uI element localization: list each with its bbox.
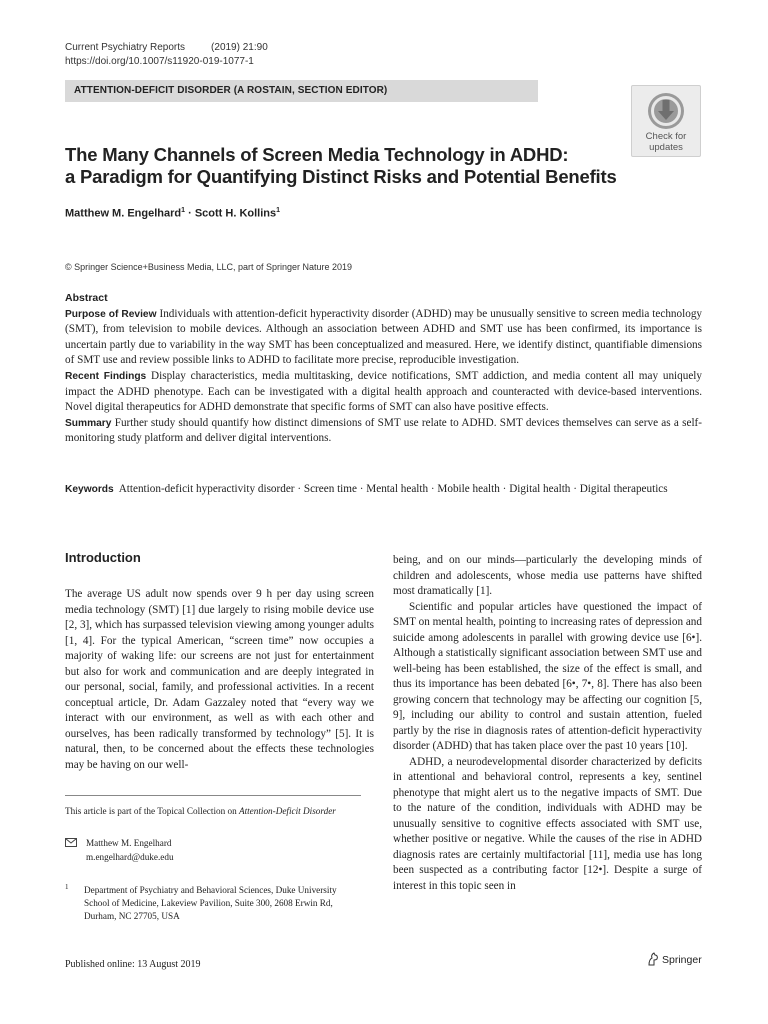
check-for-updates-badge[interactable] — [631, 85, 701, 157]
affiliation-line-3: Durham, NC 27705, USA — [84, 911, 180, 921]
findings-text: Display characteristics, media multitasking, device notifications, SMT addiction, and media content all may uniquely impact the ADHD phenotype. Each can be investigated with a digital health approach and counteracted with device-based interventions. Novel digital therapeutics for ADHD demonstrate that specific forms of SMT can also have positive effects. — [65, 369, 703, 414]
intro-paragraph-2: being, and on our minds—particularly the developing minds of children and adolescents, whose media use patterns have shifted most dramatically [1]. — [393, 554, 702, 597]
journal-name: Current Psychiatry Reports — [65, 42, 186, 53]
badge-label-1: Check for — [645, 131, 687, 142]
abstract-purpose — [65, 307, 702, 369]
abstract-summary — [65, 416, 702, 447]
journal-header — [65, 42, 268, 53]
footnote-divider — [65, 795, 361, 796]
section-label: ATTENTION-DEFICIT DISORDER (A ROSTAIN, SECTION EDITOR) — [65, 80, 538, 102]
author-1[interactable]: Matthew M. Engelhard — [65, 207, 182, 220]
intro-left-column — [65, 587, 374, 773]
affiliation-line-1: Department of Psychiatry and Behavioral Sciences, Duke University — [84, 885, 337, 895]
abstract-section — [65, 291, 702, 447]
publisher-logo — [647, 952, 702, 966]
contact-name: Matthew M. Engelhard — [86, 838, 172, 848]
summary-label: Summary — [65, 417, 112, 429]
introduction-heading: Introduction — [65, 550, 141, 565]
doi-link[interactable]: https://doi.org/10.1007/s11920-019-1077-1 — [65, 56, 254, 67]
affiliation-line-2: School of Medicine, Lakeview Pavilion, Suite 300, 2608 Erwin Rd, — [84, 898, 333, 908]
published-date: Published online: 13 August 2019 — [65, 959, 201, 970]
intro-paragraph-3: Scientific and popular articles have questioned the impact of SMT on mental health, pointing to increasing rates of depression and suicide among adolescents in parallel with growing device use [6•]. Although a statistically significant association between SMT use and well-being has been established, the size of the effect is small, and thus its importance has been debated [6•, 7•, 8]. There has also been growing concern that technology may be affecting our cognition [5, 9], including our ability to control and sustain attention, fueled partly by the rise in diagnosis rates of attention-deficit hyperactivity disorder (ADHD) that has taken place over the past 10 years [10]. — [393, 600, 702, 752]
findings-label: Recent Findings — [65, 370, 147, 382]
journal-volume: (2019) 21:90 — [211, 42, 268, 53]
affiliation-mark: 1 — [65, 883, 69, 891]
keywords-text: Attention-deficit hyperactivity disorder · Screen time · Mental health · Mobile health · Digital health · Digital therapeutics — [118, 483, 668, 495]
affiliation-block — [65, 884, 375, 923]
badge-label-2: updates — [649, 142, 683, 153]
purpose-label: Purpose of Review — [65, 308, 157, 320]
abstract-heading: Abstract — [65, 292, 108, 304]
topical-collection-note — [65, 806, 336, 816]
publisher-name: Springer — [662, 954, 702, 966]
title-line-1: The Many Channels of Screen Media Technology in ADHD: — [65, 144, 569, 165]
author-1-affil: 1 — [181, 207, 186, 214]
envelope-icon — [65, 838, 77, 847]
article-title — [65, 144, 625, 188]
summary-text: Further study should quantify how distinct dimensions of SMT use relate to ADHD. SMT devices themselves can serve as a self-monitoring study platform and deliver digital interventions. — [65, 416, 703, 445]
copyright-line: © Springer Science+Business Media, LLC, part of Springer Nature 2019 — [65, 262, 353, 272]
contact-email[interactable]: m.engelhard@duke.edu — [86, 851, 174, 862]
purpose-text: Individuals with attention-deficit hyperactivity disorder (ADHD) may be unusually sensitive to screen media technology (SMT), from television to mobile devices. Although an association between ADHD and SMT use has been confirmed, its importance is uncertain partly due to variability in the way SMT has been conceptualized and measured. Here, we identify distinct, quantifiable dimensions of SMT use and review possible links to ADHD to facilitate more precise, reproducible investigation. — [65, 307, 703, 367]
keywords-section — [65, 482, 702, 498]
author-list — [65, 207, 280, 220]
abstract-findings — [65, 369, 702, 416]
author-2[interactable]: Scott H. Kollins — [194, 207, 277, 220]
author-separator: · — [188, 207, 192, 220]
title-line-2: a Paradigm for Quantifying Distinct Risks and Potential Benefits — [65, 166, 617, 187]
intro-paragraph-1: The average US adult now spends over 9 h per day using screen media technology (SMT) [1] due largely to rising mobile device use [2, 3], which has surpassed television viewing among younger adults [1, 4]. For the typical American, “screen time” now occupies a majority of waking life: our screens are not just for entertainment but also for work and communication and are deeply integrated in our personal, social, family, and professional activities. In a recent conceptual article, Dr. Adam Gazzaley noted that “every way we interact with our environment, as well as with each other and ourselves, has been radically transformed by technology” [5]. It is natural, then, to be concerned about the effects these technologies may be having on our well- — [65, 588, 374, 771]
author-2-affil: 1 — [276, 207, 281, 214]
collection-prefix: This article is part of the Topical Collection on — [65, 806, 239, 816]
keywords-label: Keywords — [65, 484, 114, 495]
corresponding-author — [65, 837, 174, 864]
intro-paragraph-4: ADHD, a neurodevelopmental disorder characterized by deficits in attentional and behavioral control, represents a key, sentinel phenotype that might alert us to the negative impacts of SMT. Due to the nature of the condition, individuals with ADHD may be unusually sensitive to cognitive effects associated with SMT use, whether positive or negative. While the causes of the rise in ADHD diagnosis rates are certainly multifactorial [11], media use has long been suspected as a contributing factor [12•]. Despite a surge of interest in this topic seen in — [393, 755, 702, 892]
check-updates-icon — [646, 91, 686, 131]
springer-horse-icon — [647, 952, 659, 966]
collection-name: Attention-Deficit Disorder — [238, 806, 336, 816]
intro-right-column — [393, 553, 702, 894]
